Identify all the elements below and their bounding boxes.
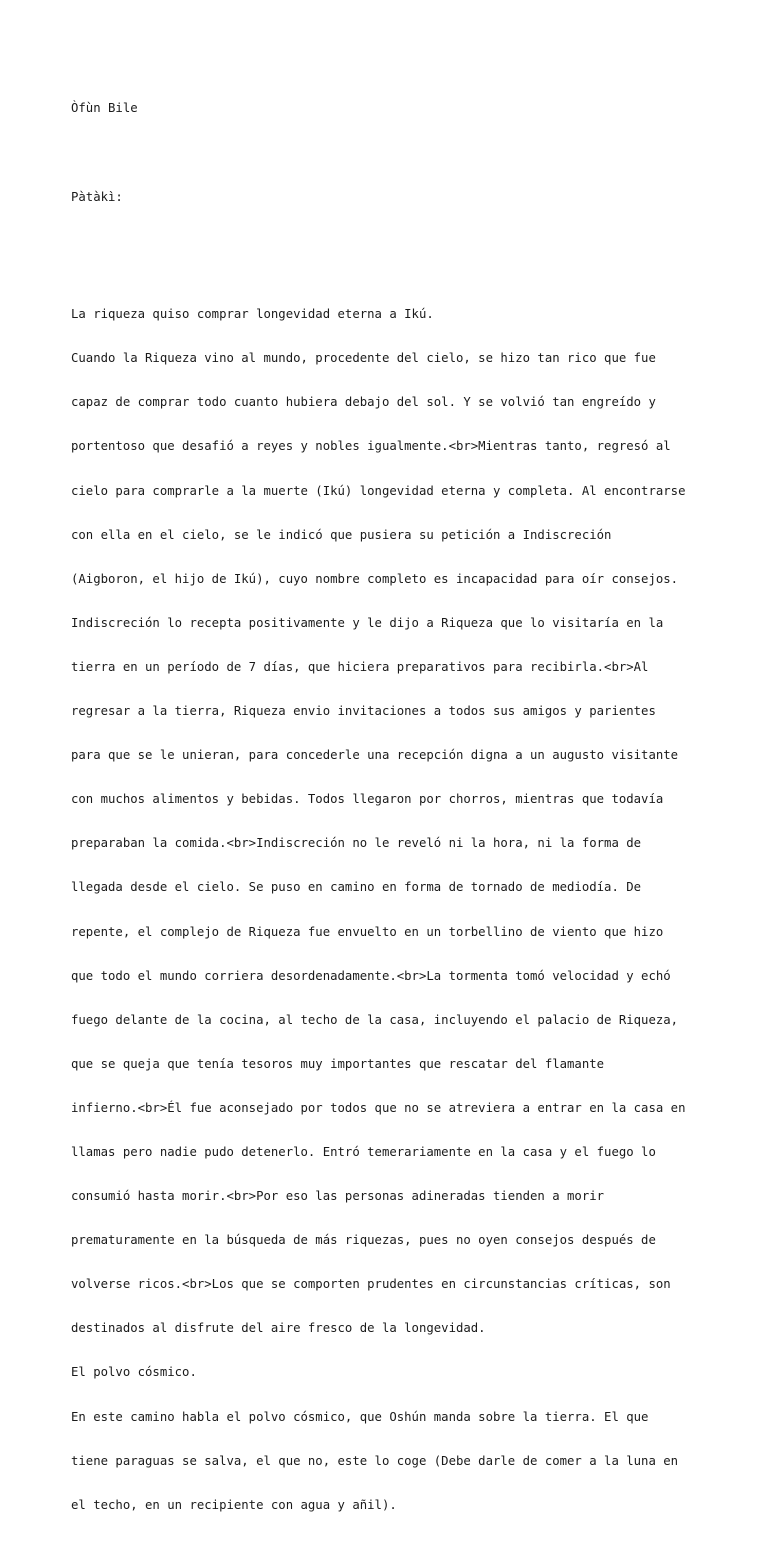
body-line: el techo, en un recipiente con agua y añil). [71, 1497, 397, 1512]
body-line: En este camino habla el polvo cósmico, que Oshún manda sobre la tierra. El que [71, 1409, 649, 1424]
body-line: preparaban la comida.<br>Indiscreción no le reveló ni la hora, ni la forma de [71, 836, 642, 851]
body-line: regresar a la tierra, Riqueza envio invitaciones a todos sus amigos y parientes [71, 704, 656, 719]
body-line: volverse ricos.<br>Los que se comporten prudentes en circunstancias críticas, son [71, 1277, 671, 1292]
body-line: (Aigboron, el hijo de Ikú), cuyo nombre completo es incapacidad para oír consejos. [71, 571, 679, 586]
document-title: Òfùn Bile [71, 101, 138, 116]
body-line: que se queja que tenía tesoros muy importantes que rescatar del flamante [71, 1056, 605, 1071]
paragraph-gap [71, 234, 711, 249]
body-line: con muchos alimentos y bebidas. Todos llegaron por chorros, mientras que todavía [71, 792, 664, 807]
body-line: llamas pero nadie pudo detenerlo. Entró temerariamente en la casa y el fuego lo [71, 1144, 656, 1159]
body-line: que todo el mundo corriera desordenadamente.<br>La tormenta tomó velocidad y echó [71, 968, 671, 983]
body-line: llegada desde el cielo. Se puso en camino en forma de tornado de mediodía. De [71, 880, 642, 895]
body-line: prematuramente en la búsqueda de más riquezas, pues no oyen consejos después de [71, 1233, 656, 1248]
body-line: infierno.<br>Él fue aconsejado por todos que no se atreviera a entrar en la casa en [71, 1100, 686, 1115]
body-line: consumió hasta morir.<br>Por eso las personas adineradas tienden a morir [71, 1189, 605, 1204]
body-line: portentoso que desafió a reyes y nobles igualmente.<br>Mientras tanto, regresó al [71, 439, 671, 454]
section-heading: El polvo cósmico. [71, 1365, 197, 1380]
body-line: Cuando la Riqueza vino al mundo, procedente del cielo, se hizo tan rico que fue [71, 351, 656, 366]
document-body [71, 278, 711, 1542]
body-line: La riqueza quiso comprar longevidad eterna a Ikú. [71, 307, 434, 322]
body-line: para que se le unieran, para concederle una recepción digna a un augusto visitante [71, 748, 679, 763]
body-line: Indiscreción lo recepta positivamente y le dijo a Riqueza que lo visitaría en la [71, 615, 664, 630]
body-line: con ella en el cielo, se le indicó que pusiera su petición a Indiscreción [71, 527, 612, 542]
body-line: repente, el complejo de Riqueza fue envuelto en un torbellino de viento que hizo [71, 924, 664, 939]
body-line: fuego delante de la cocina, al techo de la casa, incluyendo el palacio de Riqueza, [71, 1012, 679, 1027]
document-page [71, 72, 711, 1557]
body-line: cielo para comprarle a la muerte (Ikú) longevidad eterna y completa. Al encontrarse [71, 483, 686, 498]
body-line: capaz de comprar todo cuanto hubiera debajo del sol. Y se volvió tan engreído y [71, 395, 656, 410]
body-line: destinados al disfrute del aire fresco de la longevidad. [71, 1321, 486, 1336]
document-subtitle: Pàtàkì: [71, 189, 123, 204]
paragraph-gap [71, 146, 711, 161]
body-line: tiene paraguas se salva, el que no, este lo coge (Debe darle de comer a la luna en [71, 1453, 679, 1468]
body-line: tierra en un período de 7 días, que hiciera preparativos para recibirla.<br>Al [71, 659, 649, 674]
